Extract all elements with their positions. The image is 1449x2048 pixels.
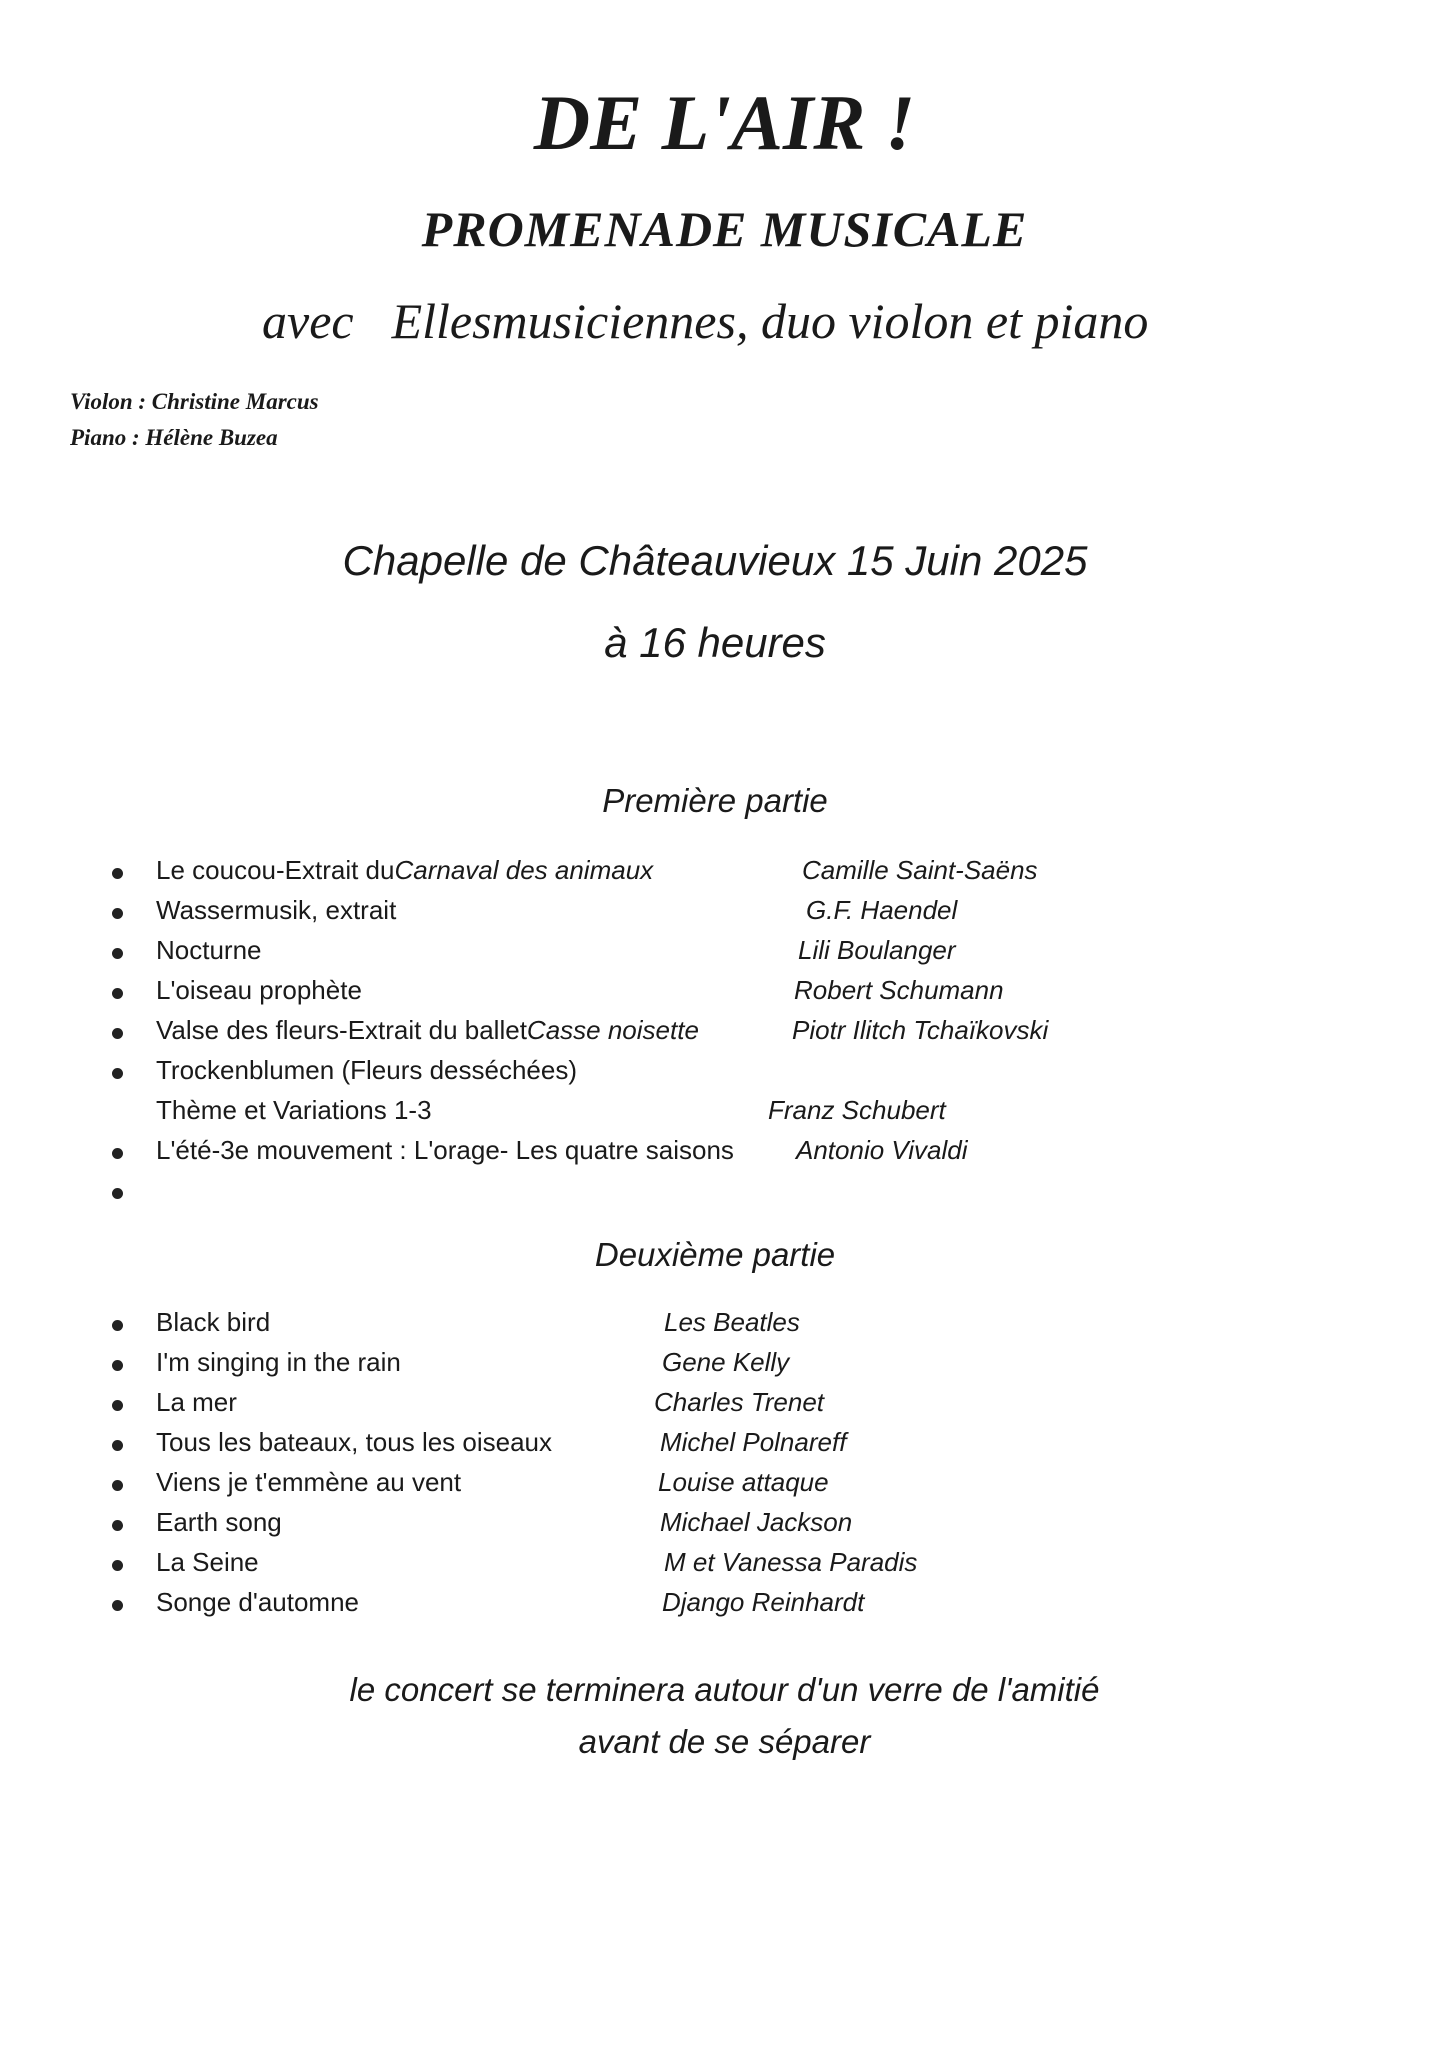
ensemble-name: Ellesmusiciennes, duo violon et piano <box>391 293 1149 349</box>
page-title: DE L'AIR ! <box>533 79 916 166</box>
part1-piece: Valse des fleurs-Extrait du ballet <box>156 1015 527 1045</box>
part2-composer: Django Reinhardt <box>662 1587 865 1617</box>
closing-line-2: avant de se séparer <box>578 1723 871 1760</box>
bullet-icon <box>112 1560 123 1571</box>
part1-composer: Franz Schubert <box>768 1095 946 1125</box>
part1-row <box>0 1095 1449 1135</box>
part2-composer: Les Beatles <box>664 1307 800 1337</box>
bullet-icon <box>112 908 123 919</box>
part2-title: Deuxième partie <box>594 1236 836 1273</box>
part1-piece-italic: Casse noisette <box>526 1015 699 1045</box>
part1-piece: Wassermusik, extrait <box>156 895 397 925</box>
bullet-icon <box>112 1360 123 1371</box>
bullet-icon <box>112 1188 123 1199</box>
violin-credit: Violon : Christine Marcus <box>70 389 319 414</box>
bullet-icon <box>112 1600 123 1611</box>
bullet-icon <box>112 988 123 999</box>
part2-piece: Black bird <box>156 1307 271 1337</box>
closing-line-1: le concert se terminera autour d'un verre de l'amitié <box>349 1671 1100 1708</box>
part2-composer: Gene Kelly <box>662 1347 790 1377</box>
part2-row <box>0 1547 1449 1587</box>
part2-row <box>0 1507 1449 1547</box>
part1-composer: Camille Saint-Saëns <box>802 855 1038 885</box>
part1-title: Première partie <box>602 782 828 819</box>
part2-piece: Earth song <box>156 1507 282 1537</box>
avec-word: avec <box>262 293 354 349</box>
page-subtitle: PROMENADE MUSICALE <box>421 201 1028 257</box>
part2-piece: Tous les bateaux, tous les oiseaux <box>156 1427 553 1457</box>
part2-composer: Michel Polnareff <box>660 1427 847 1457</box>
part1-composer: Lili Boulanger <box>798 935 956 965</box>
part1-piece: Trockenblumen (Fleurs desséchées) <box>156 1055 577 1085</box>
part1-composer: Robert Schumann <box>794 975 1004 1005</box>
part2-piece: La mer <box>156 1387 237 1417</box>
event-time: à 16 heures <box>604 619 826 666</box>
part2-row <box>0 1387 1449 1427</box>
part2-row <box>0 1427 1449 1467</box>
bullet-icon <box>112 868 123 879</box>
part1-row <box>0 975 1449 1015</box>
part1-piece: L'oiseau prophète <box>156 975 362 1005</box>
part2-piece: I'm singing in the rain <box>156 1347 401 1377</box>
part1-row <box>0 855 1449 895</box>
part1-composer: Piotr Ilitch Tchaïkovski <box>792 1015 1049 1045</box>
bullet-icon <box>112 1028 123 1039</box>
part2-row <box>0 1587 1449 1627</box>
part2-row <box>0 1347 1449 1387</box>
venue-date: Chapelle de Châteauvieux 15 Juin 2025 <box>342 537 1088 584</box>
part1-row <box>0 895 1449 935</box>
bullet-icon <box>112 1440 123 1451</box>
bullet-icon <box>112 1148 123 1159</box>
part1-row <box>0 1015 1449 1055</box>
part1-piece: Nocturne <box>156 935 262 965</box>
part1-piece-italic: Carnaval des animaux <box>394 855 654 885</box>
part1-piece: Le coucou-Extrait du <box>156 855 395 885</box>
bullet-icon <box>112 1068 123 1079</box>
bullet-icon <box>112 1320 123 1331</box>
part1-row <box>0 1055 1449 1095</box>
part2-composer: Charles Trenet <box>654 1387 825 1417</box>
piano-credit: Piano : Hélène Buzea <box>70 425 278 450</box>
part1-composer: G.F. Haendel <box>806 895 958 925</box>
bullet-icon <box>112 1520 123 1531</box>
venue-block <box>0 532 1430 672</box>
part1-row <box>0 1135 1449 1175</box>
bullet-icon <box>112 1480 123 1491</box>
part2-composer: Michael Jackson <box>660 1507 853 1537</box>
part2-row <box>0 1467 1449 1507</box>
part2-piece: Viens je t'emmène au vent <box>156 1467 462 1497</box>
part2-row <box>0 1307 1449 1347</box>
bullet-icon <box>112 948 123 959</box>
bullet-icon <box>112 1400 123 1411</box>
part1-piece: Thème et Variations 1-3 <box>156 1095 432 1125</box>
part1-piece: L'été-3e mouvement : L'orage- Les quatre saisons <box>156 1135 734 1165</box>
part2-piece: Songe d'automne <box>156 1587 360 1617</box>
part2-piece: La Seine <box>156 1547 259 1577</box>
ensemble-line <box>262 292 1148 350</box>
part1-composer: Antonio Vivaldi <box>796 1135 968 1165</box>
part2-composer: Louise attaque <box>658 1467 829 1497</box>
closing-note <box>0 1664 1449 1768</box>
part1-row <box>0 935 1449 975</box>
part2-composer: M et Vanessa Paradis <box>664 1547 918 1577</box>
part1-row <box>0 1175 1449 1215</box>
musicians-list <box>70 384 319 456</box>
